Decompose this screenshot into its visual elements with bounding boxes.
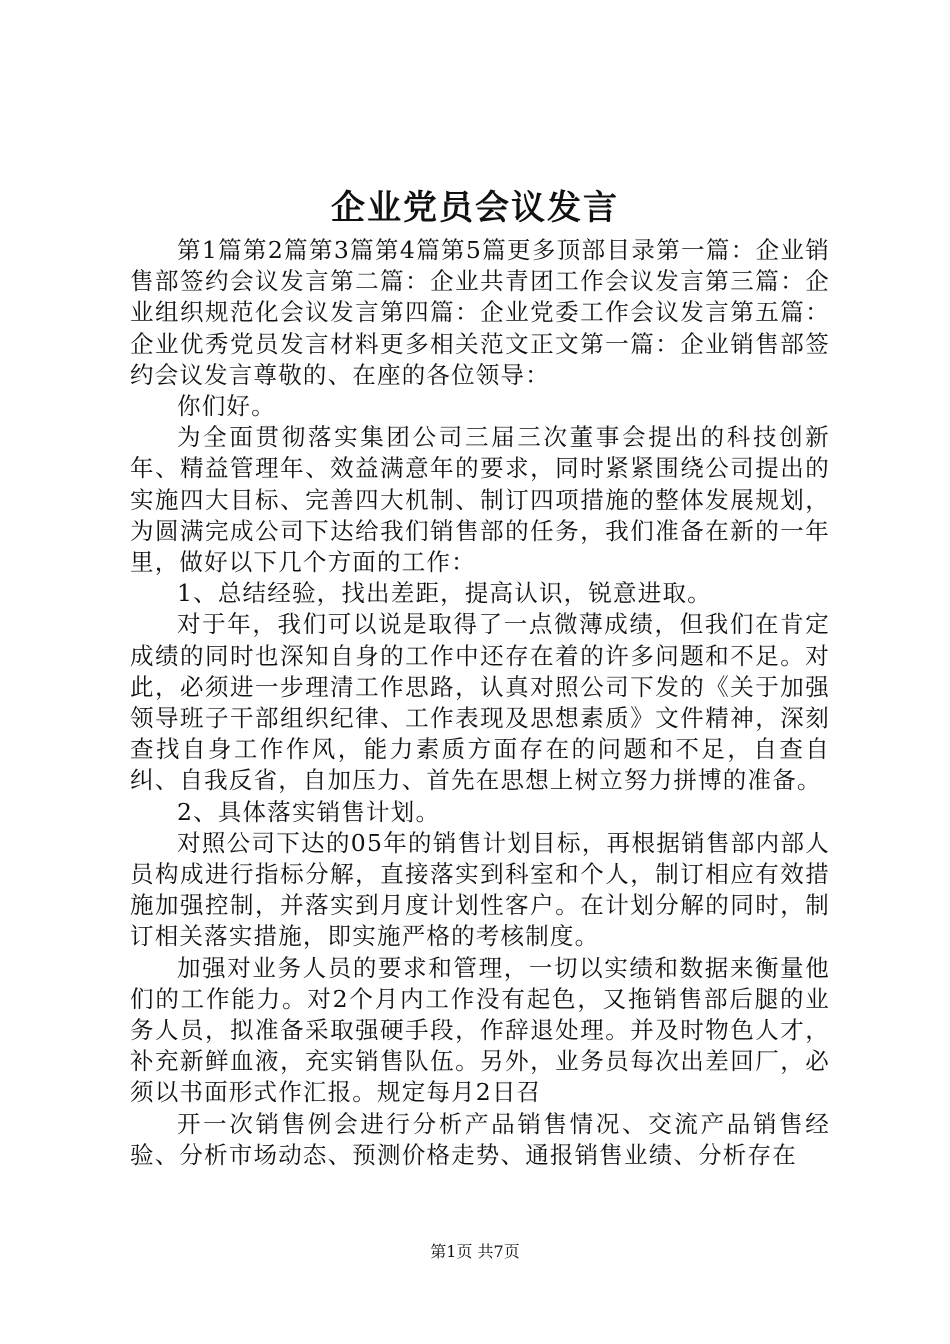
paragraph-intro: 为全面贯彻落实集团公司三届三次董事会提出的科技创新年、精益管理年、效益满意年的要求，同时紧紧围绕公司提出的实施四大目标、完善四大机制、制订四项措施的整体发展规划，为圆满完成公司下达给我们销售部的任务，我们准备在新的一年里，做好以下几个方面的工作： (130, 423, 830, 577)
paragraph-management: 加强对业务人员的要求和管理，一切以实绩和数据来衡量他们的工作能力。对2个月内工作没有起色，又拖销售部后腿的业务人员，拟准备采取强硬手段，作辞退处理。并及时物色人才，补充新鲜血液，充实销售队伍。另外，业务员每次出差回厂，必须以书面形式作汇报。规定每月2日召 (130, 953, 830, 1107)
page-number-footer: 第1页 共7页 (430, 1242, 520, 1261)
paragraph-heading-1: 1、总结经验，找出差距，提高认识，锐意进取。 (177, 579, 712, 608)
document-body (130, 235, 830, 1171)
document-title: 企业党员会议发言 (331, 188, 619, 228)
paragraph-greeting: 你们好。 (177, 392, 276, 421)
paragraph-toc: 第1篇第2篇第3篇第4篇第5篇更多顶部目录第一篇：企业销售部签约会议发言第二篇：企业共青团工作会议发言第三篇：企业组织规范化会议发言第四篇：企业党委工作会议发言第五篇：企业优秀党员发言材料更多相关范文正文第一篇：企业销售部签约会议发言尊敬的、在座的各位领导： (130, 236, 830, 389)
paragraph-plan: 对照公司下达的05年的销售计划目标，再根据销售部内部人员构成进行指标分解，直接落实到科室和个人，制订相应有效措施加强控制，并落实到月度计划性客户。在计划分解的同时，制订相关落实措施，即实施严格的考核制度。 (130, 828, 830, 951)
paragraph-heading-2: 2、具体落实销售计划。 (177, 797, 441, 826)
paragraph-review: 对于年，我们可以说是取得了一点微薄成绩，但我们在肯定成绩的同时也深知自身的工作中还存在着的许多问题和不足。对此，必须进一步理清工作思路，认真对照公司下发的《关于加强领导班子干部组织纪律、工作表现及思想素质》文件精神，深刻查找自身工作作风，能力素质方面存在的问题和不足，自查自纠、自我反省，自加压力、首先在思想上树立努力拼博的准备。 (130, 610, 830, 795)
paragraph-meeting: 开一次销售例会进行分析产品销售情况、交流产品销售经验、分析市场动态、预测价格走势、通报销售业绩、分析存在 (130, 1109, 830, 1169)
